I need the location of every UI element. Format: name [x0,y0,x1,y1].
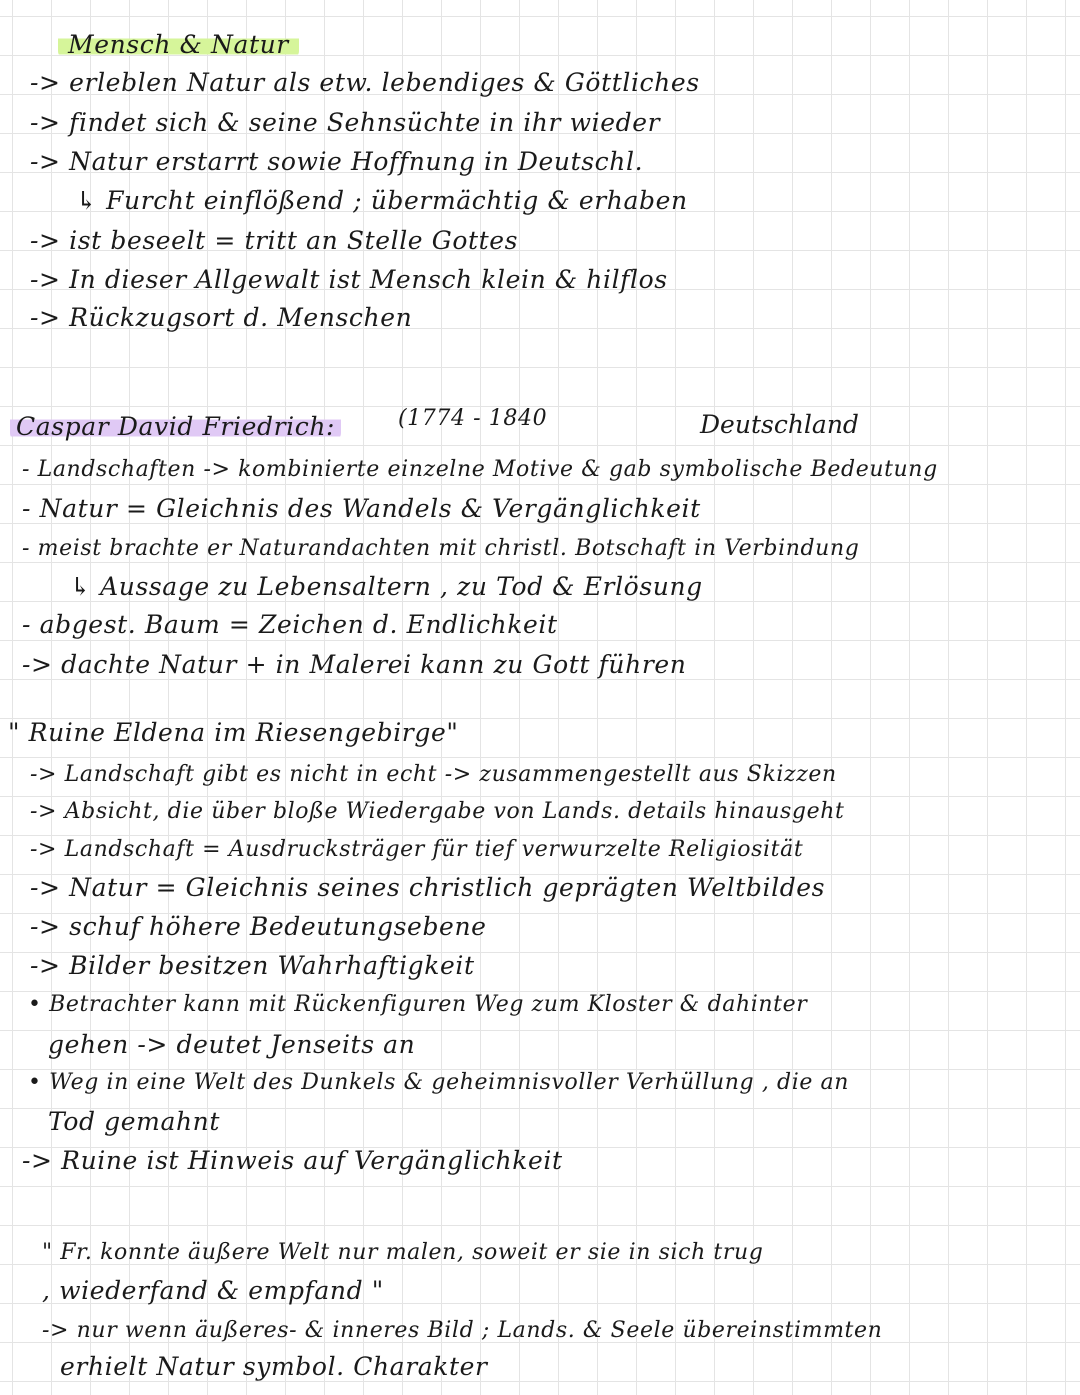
section2-line: - abgest. Baum = Zeichen d. Endlichkeit [22,610,558,639]
section4-line: , wiederfand & empfand " [42,1276,384,1305]
section1-line: -> findet sich & seine Sehnsüchte in ihr wieder [30,108,661,137]
section3-line: • Betrachter kann mit Rückenfiguren Weg zum Kloster & dahinter [28,992,808,1017]
section3-line: -> Landschaft = Ausdrucksträger für tief verwurzelte Religiosität [30,837,804,862]
section1-line: -> ist beseelt = tritt an Stelle Gottes [30,226,519,255]
section2-line: - Landschaften -> kombinierte einzelne Motive & gab symbolische Bedeutung [22,457,938,482]
section2-line: - meist brachte er Naturandachten mit christl. Botschaft in Verbindung [22,536,860,561]
section3-line: gehen -> deutet Jenseits an [48,1030,416,1059]
section1-line: -> In dieser Allgewalt ist Mensch klein & hilflos [30,265,668,294]
section3-line: -> Landschaft gibt es nicht in echt -> zusammengestellt aus Skizzen [30,762,837,787]
section2-years: (1774 - 1840 [398,406,548,431]
section2-title: Caspar David Friedrich: [10,412,341,442]
section2-country: Deutschland [700,410,859,439]
section4-line: -> nur wenn äußeres- & inneres Bild ; Lands. & Seele übereinstimmten [42,1318,883,1343]
section3-line: -> Absicht, die über bloße Wiedergabe von Lands. details hinausgeht [30,799,845,824]
section1-line: ↳ Furcht einflößend ; übermächtig & erhaben [76,186,688,215]
section3-line: • Weg in eine Welt des Dunkels & geheimnisvoller Verhüllung , die an [28,1070,850,1095]
section1-line: -> erleblen Natur als etw. lebendiges & Göttliches [30,68,700,97]
section3-line: -> Natur = Gleichnis seines christlich geprägten Weltbildes [30,873,826,902]
section4-line: erhielt Natur symbol. Charakter [60,1352,488,1381]
section1-line: -> Natur erstarrt sowie Hoffnung in Deutschl. [30,147,644,176]
section1-line: -> Rückzugsort d. Menschen [30,303,413,332]
section2-line: -> dachte Natur + in Malerei kann zu Gott führen [22,650,687,679]
section2-line: - Natur = Gleichnis des Wandels & Vergänglichkeit [22,494,701,523]
section3-title: " Ruine Eldena im Riesengebirge" [8,718,459,747]
section3-line: -> Ruine ist Hinweis auf Vergänglichkeit [22,1146,563,1175]
section1-title: Mensch & Natur [58,30,299,60]
section2-line: ↳ Aussage zu Lebensaltern , zu Tod & Erlösung [70,572,703,601]
section3-line: -> schuf höhere Bedeutungsebene [30,912,487,941]
section4-line: " Fr. konnte äußere Welt nur malen, soweit er sie in sich trug [42,1240,764,1265]
section3-line: Tod gemahnt [48,1107,220,1136]
section3-line: -> Bilder besitzen Wahrhaftigkeit [30,951,475,980]
